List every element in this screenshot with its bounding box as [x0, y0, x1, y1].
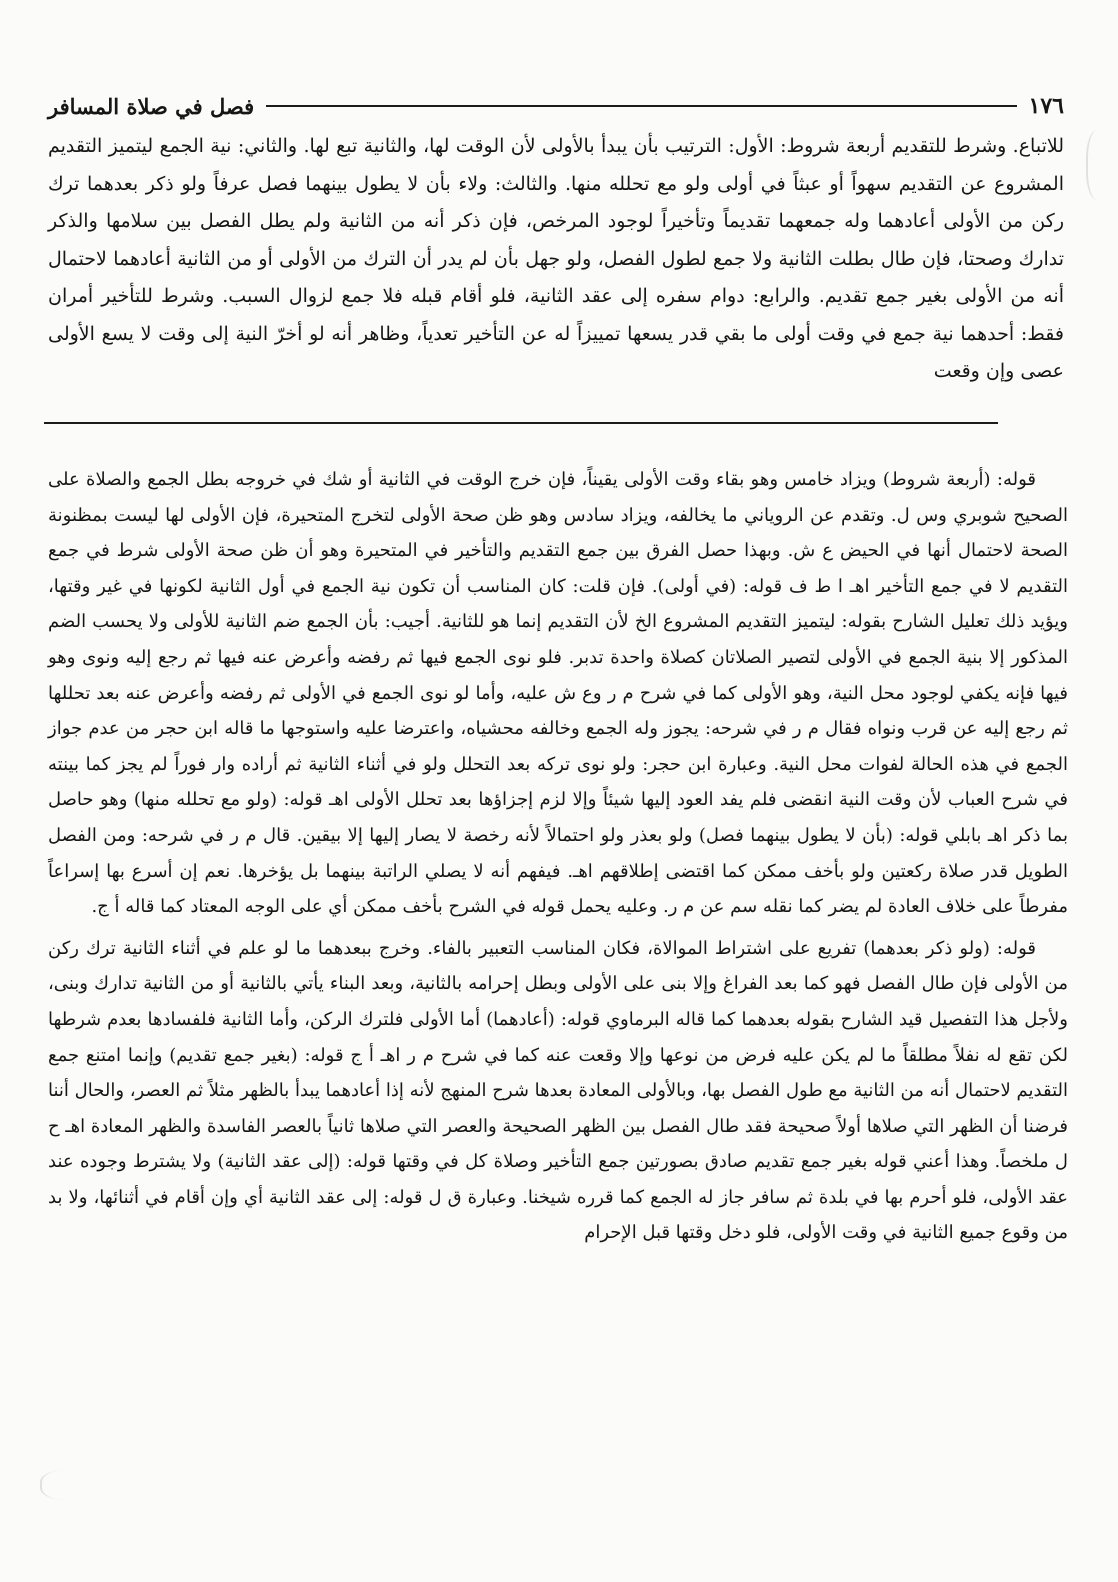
- running-title: فصل في صلاة المسافر: [48, 93, 255, 119]
- scan-corner-mark: [40, 1470, 102, 1500]
- scan-edge-mark: [1086, 130, 1114, 200]
- main-text: [48, 128, 1064, 391]
- section-separator: [44, 422, 998, 424]
- main-paragraph: للاتباع. وشرط للتقديم أربعة شروط: الأول: الترتيب بأن يبدأ بالأولى لأن الوقت لها، والثانية تبع لها. والثاني: نية الجمع ليتميز التقديم المشروع عن التقديم سهواً أو عبثاً في أولى ولو مع تحلله منها. والثالث: ولاء بأن لا يطول بينهما فصل عرفاً ولو ذكر بعدهما ترك ركن من الأولى أعادهما وله جمعهما تقديماً وتأخيراً لوجود المرخص، فإن ذكر أنه من الثانية ولم يطل الفصل بين سلامها والذكر تدارك وصحتا، فإن طال بطلت الثانية ولا جمع لطول الفصل، ولو جهل بأن لم يدر أن الترك من الأولى أو من الثانية أعادهما لاحتمال أنه من الأولى بغير جمع تقديم. والرابع: دوام سفره إلى عقد الثانية، فلو أقام قبله فلا جمع لزوال السبب. وشرط للتأخير أمران فقط: أحدهما نية جمع في وقت أولى ما بقي قدر يسعها تمييزاً له عن التأخير تعدياً، وظاهر أنه لو أخرّ النية إلى وقت لا يسع الأولى عصى وإن وقعت: [48, 135, 1064, 382]
- commentary: [48, 462, 1068, 1251]
- commentary-paragraph: قوله: (أربعة شروط) ويزاد خامس وهو بقاء وقت الأولى يقيناً، فإن خرج الوقت في الثانية أو شك في خروجه بطل الجمع والصلاة على الصحيح شوبري وس ل. وتقدم عن الروياني ما يخالفه، ويزاد سادس وهو ظن صحة الأولى لتخرج المتحيرة، فإن الأولى لها ليست بمظنونة الصحة لاحتمال أنها في الحيض ع ش. وبهذا حصل الفرق بين جمع التقديم والتأخير في المتحيرة وهو أن ظن صحة الأولى شرط في جمع التقديم لا في جمع التأخير اهـ ا ط ف قوله: (في أولى). فإن قلت: كان المناسب أن تكون نية الجمع في أول الثانية لكونها في غير وقتها، ويؤيد ذلك تعليل الشارح بقوله: ليتميز التقديم المشروع الخ لأن التقديم إنما هو للثانية. أجيب: بأن الجمع ضم الثانية للأولى ولا يحسب الضم المذكور إلا بنية الجمع في الأولى لتصير الصلاتان كصلاة واحدة تدبر. فلو نوى الجمع فيها ثم رفضه وأعرض عنه فيها ثم رجع إليه ونوى وهو فيها فإنه يكفي لوجود محل النية، وهو الأولى كما في شرح م ر وع ش عليه، وأما لو نوى الجمع في الأولى ثم رفضه وأعرض عنه بعد تحللها ثم رجع إليه عن قرب ونواه فقال م ر في شرحه: يجوز وله الجمع وخالفه محشياه، واعترضا عليه واستوجها ما قاله ابن حجر من عدم جواز الجمع في هذه الحالة لفوات محل النية. وعبارة ابن حجر: ولو نوى تركه بعد التحلل ولو في أثناء الثانية ثم أراده وار فوراً لم يجز كما بينته في شرح العباب لأن وقت النية انقضى فلم يفد العود إليها شيئاً وإلا لزم إجزاؤها بعد تحلل الأولى اهـ قوله: (ولو مع تحلله منها) وهو حاصل بما ذكر اهـ بابلي قوله: (بأن لا يطول بينهما فصل) ولو بعذر ولو احتمالاً لأنه رخصة لا يصار إليها إلا بيقين. قال م ر في شرحه: ومن الفصل الطويل قدر صلاة ركعتين ولو بأخف ممكن كما اقتضى إطلاقهم اهـ. فيفهم أنه لا يصلي الراتبة بينهما بل يؤخرها. نعم إن أسرع بها إسراعاً مفرطاً على خلاف العادة لم يضر كما نقله سم عن م ر. وعليه يحمل قوله في الشرح بأخف ممكن أي على الوجه المعتاد كما قاله أ ج.: [48, 469, 1068, 918]
- page-header: [48, 86, 1064, 126]
- page-number: ١٧٦: [1028, 93, 1064, 119]
- header-rule: [266, 105, 1016, 107]
- commentary-paragraph: قوله: (ولو ذكر بعدهما) تفريع على اشتراط الموالاة، فكان المناسب التعبير بالفاء. وخرج ببعدهما ما لو علم في أثناء الثانية ترك ركن من الأولى فإن طال الفصل فهو كما بعد الفراغ وإلا بنى على الأولى وبطل إحرامه بالثانية، وبعد البناء يأتي بالثانية أو من الثانية تدارك وبنى، ولأجل هذا التفصيل قيد الشارح بقوله بعدهما كما قاله البرماوي قوله: (أعادهما) أما الأولى فلترك الركن، وأما الثانية فلفسادها بعدم شرطها لكن تقع له نفلاً مطلقاً ما لم يكن عليه فرض من نوعها وإلا وقعت عنه كما في شرح م ر اهـ أ ج قوله: (بغير جمع تقديم) وإنما امتنع جمع التقديم لاحتمال أنه من الثانية مع طول الفصل بها، وبالأولى المعادة بعدها شرح المنهج لأنه إذا أعادهما يبدأ بالظهر مثلاً ثم العصر، والحال أننا فرضنا أن الظهر التي صلاها أولاً صحيحة فقد طال الفصل بين الظهر الصحيحة والعصر التي صلاها ثانياً بالعصر الفاسدة والظهر المعادة اهـ ح ل ملخصاً. وهذا أعني قوله بغير جمع تقديم صادق بصورتين جمع التأخير وصلاة كل في وقتها قوله: (إلى عقد الثانية) ولا يشترط وجوده عند عقد الأولى، فلو أحرم بها في بلدة ثم سافر جاز له الجمع كما قرره شيخنا. وعبارة ق ل قوله: إلى عقد الثانية أي وإن أقام في أثنائها، ولا بد من وقوع جميع الثانية في وقت الأولى، فلو دخل وقتها قبل الإحرام: [48, 937, 1068, 1244]
